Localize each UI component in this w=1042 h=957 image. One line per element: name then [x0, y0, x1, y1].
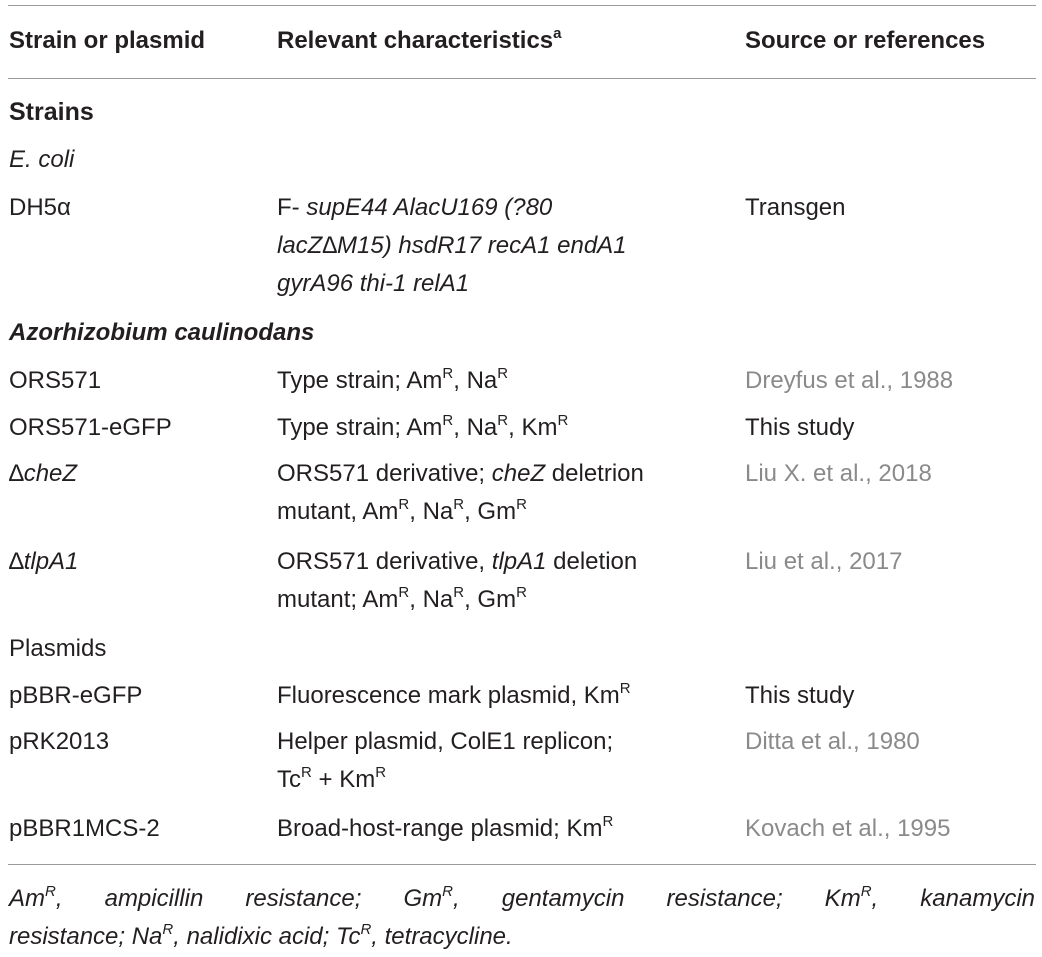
- section-strains: Strains: [9, 98, 94, 126]
- top-rule: [8, 5, 1036, 6]
- row-pbbr1mcs2-char-text: Broad-host-range plasmid; Km: [277, 815, 603, 842]
- row-pbbr-egfp-characteristics: [277, 677, 631, 715]
- row-chez-sup3: R: [516, 496, 527, 513]
- row-ors571-characteristics: [277, 362, 508, 400]
- row-tlpa1-sep2: , Gm: [464, 586, 517, 613]
- delta-symbol: ∆: [9, 460, 24, 487]
- row-ors571-reference[interactable]: Dreyfus et al., 1988: [745, 367, 954, 394]
- row-dh5a-characteristics: [277, 189, 627, 303]
- row-ors571-egfp-sep1: , Na: [453, 414, 498, 441]
- row-dh5a-char-prefix: F-: [277, 194, 307, 221]
- row-pbbr1mcs2-name: pBBR1MCS-2: [9, 815, 160, 842]
- row-ors571-char-text: Type strain; Am: [277, 367, 443, 394]
- row-chez-sep2: , Gm: [464, 498, 517, 525]
- row-ors571-egfp-name: ORS571-eGFP: [9, 414, 172, 441]
- header-col1-text: Strain or plasmid: [9, 27, 206, 54]
- row-tlpa1-sup2: R: [453, 584, 465, 601]
- footnote-line2: [9, 918, 1035, 956]
- row-prk2013-name: pRK2013: [9, 728, 110, 755]
- row-chez-char-a: ORS571 derivative;: [277, 460, 492, 487]
- row-prk2013-char-line2: [277, 761, 613, 799]
- row-tlpa1-sep1: , Na: [409, 586, 454, 613]
- footnote-gm-text: , gentamycin resistance; Km: [453, 885, 861, 912]
- row-chez-char-c: mutant, Am: [277, 498, 399, 525]
- row-ors571-name: ORS571: [9, 367, 102, 394]
- header-rule: [8, 78, 1036, 79]
- table-footnote: [9, 880, 1035, 956]
- row-chez-characteristics: [277, 455, 644, 531]
- row-prk2013-reference[interactable]: Ditta et al., 1980: [745, 728, 920, 755]
- footnote-na-text: , nalidixic acid; Tc: [173, 923, 361, 950]
- row-dh5a-char-line1: [277, 189, 627, 227]
- footnote-tc-text: , tetracycline.: [371, 923, 513, 950]
- row-ors571-egfp-source: This study: [745, 414, 855, 441]
- footnote-sup: R: [45, 883, 56, 900]
- row-pbbr1mcs2-sup1: R: [602, 813, 614, 830]
- row-tlpa1-sup3: R: [516, 584, 527, 601]
- row-dh5a-genotype-2: lacZ∆M15) hsdR17 recA1 endA1: [277, 232, 627, 259]
- row-prk2013-char-tc: Tc: [277, 766, 301, 793]
- row-dh5a-genotype-1: supE44 AlacU169 (?80: [306, 194, 553, 221]
- row-tlpa1-name: [9, 543, 78, 581]
- footnote-sup: R: [860, 883, 872, 900]
- row-pbbr-egfp-sup1: R: [619, 680, 631, 697]
- row-pbbr-egfp-name: pBBR-eGFP: [9, 682, 143, 709]
- row-tlpa1-char-line2: [277, 581, 637, 619]
- row-tlpa1-gene: tlpA1: [23, 548, 79, 575]
- header-relevant-characteristics: [277, 22, 562, 60]
- row-tlpa1-char-a: ORS571 derivative,: [277, 548, 492, 575]
- header-col3-text: Source or references: [745, 27, 986, 54]
- row-ors571-egfp-sup1: R: [442, 412, 454, 429]
- header-col2-text: Relevant characteristics: [277, 27, 554, 54]
- header-footnote-marker: a: [553, 25, 562, 42]
- row-pbbr1mcs2-reference[interactable]: Kovach et al., 1995: [745, 815, 951, 842]
- row-ors571-egfp-char-text: Type strain; Am: [277, 414, 443, 441]
- row-chez-reference[interactable]: Liu X. et al., 2018: [745, 460, 932, 487]
- row-ors571-egfp-sep2: , Km: [508, 414, 558, 441]
- footnote-sup: R: [360, 921, 372, 938]
- row-chez-gene: cheZ: [23, 460, 78, 487]
- row-chez-char-gene: cheZ: [491, 460, 546, 487]
- row-dh5a-name: DH5α: [9, 194, 71, 221]
- row-tlpa1-characteristics: [277, 543, 637, 619]
- footnote-am-text: , ampicillin resistance; Gm: [55, 885, 443, 912]
- row-ors571-sep1: , Na: [453, 367, 498, 394]
- row-pbbr-egfp-char-text: Fluorescence mark plasmid, Km: [277, 682, 620, 709]
- row-ors571-sup1: R: [442, 365, 454, 382]
- row-ors571-egfp-characteristics: [277, 409, 568, 447]
- header-source-or-references: [745, 22, 985, 60]
- row-prk2013-char-line1: Helper plasmid, ColE1 replicon;: [277, 728, 614, 755]
- row-chez-sep1: , Na: [409, 498, 454, 525]
- footnote-line1: [9, 880, 1035, 918]
- row-ors571-egfp-sup2: R: [497, 412, 509, 429]
- row-pbbr1mcs2-characteristics: [277, 810, 613, 848]
- footnote-am: Am: [9, 885, 45, 912]
- row-chez-sup2: R: [453, 496, 465, 513]
- footnote-km-text: , kanamycin: [871, 885, 1035, 912]
- row-prk2013-sup1: R: [301, 764, 312, 781]
- row-chez-char-line2: [277, 493, 644, 531]
- row-chez-name: [9, 455, 77, 493]
- row-ors571-sup2: R: [497, 365, 509, 382]
- row-prk2013-characteristics: [277, 723, 613, 799]
- row-chez-char-b: deletrion: [545, 460, 644, 487]
- bottom-rule: [8, 864, 1036, 865]
- row-chez-char-line1: [277, 455, 644, 493]
- section-azorhizobium: Azorhizobium caulinodans: [9, 319, 315, 346]
- row-ors571-egfp-sup3: R: [557, 412, 569, 429]
- row-dh5a-source: Transgen: [745, 194, 846, 221]
- row-tlpa1-reference[interactable]: Liu et al., 2017: [745, 548, 903, 575]
- row-tlpa1-char-line1: [277, 543, 637, 581]
- row-prk2013-sep1: + Km: [311, 766, 376, 793]
- row-tlpa1-char-b: deletion: [546, 548, 638, 575]
- section-ecoli: E. coli: [9, 146, 75, 173]
- section-plasmids: Plasmids: [9, 635, 107, 662]
- footnote-sup: R: [162, 921, 174, 938]
- row-prk2013-sup2: R: [375, 764, 387, 781]
- footnote-sup: R: [442, 883, 453, 900]
- row-tlpa1-char-gene: tlpA1: [491, 548, 547, 575]
- row-dh5a-genotype-3: gyrA96 thi-1 relA1: [277, 270, 470, 297]
- row-pbbr-egfp-source: This study: [745, 682, 855, 709]
- row-tlpa1-sup1: R: [398, 584, 410, 601]
- delta-symbol: ∆: [9, 548, 24, 575]
- header-strain-or-plasmid: [9, 22, 205, 60]
- row-tlpa1-char-c: mutant; Am: [277, 586, 399, 613]
- row-chez-sup1: R: [398, 496, 410, 513]
- footnote-line2-a: resistance; Na: [9, 923, 163, 950]
